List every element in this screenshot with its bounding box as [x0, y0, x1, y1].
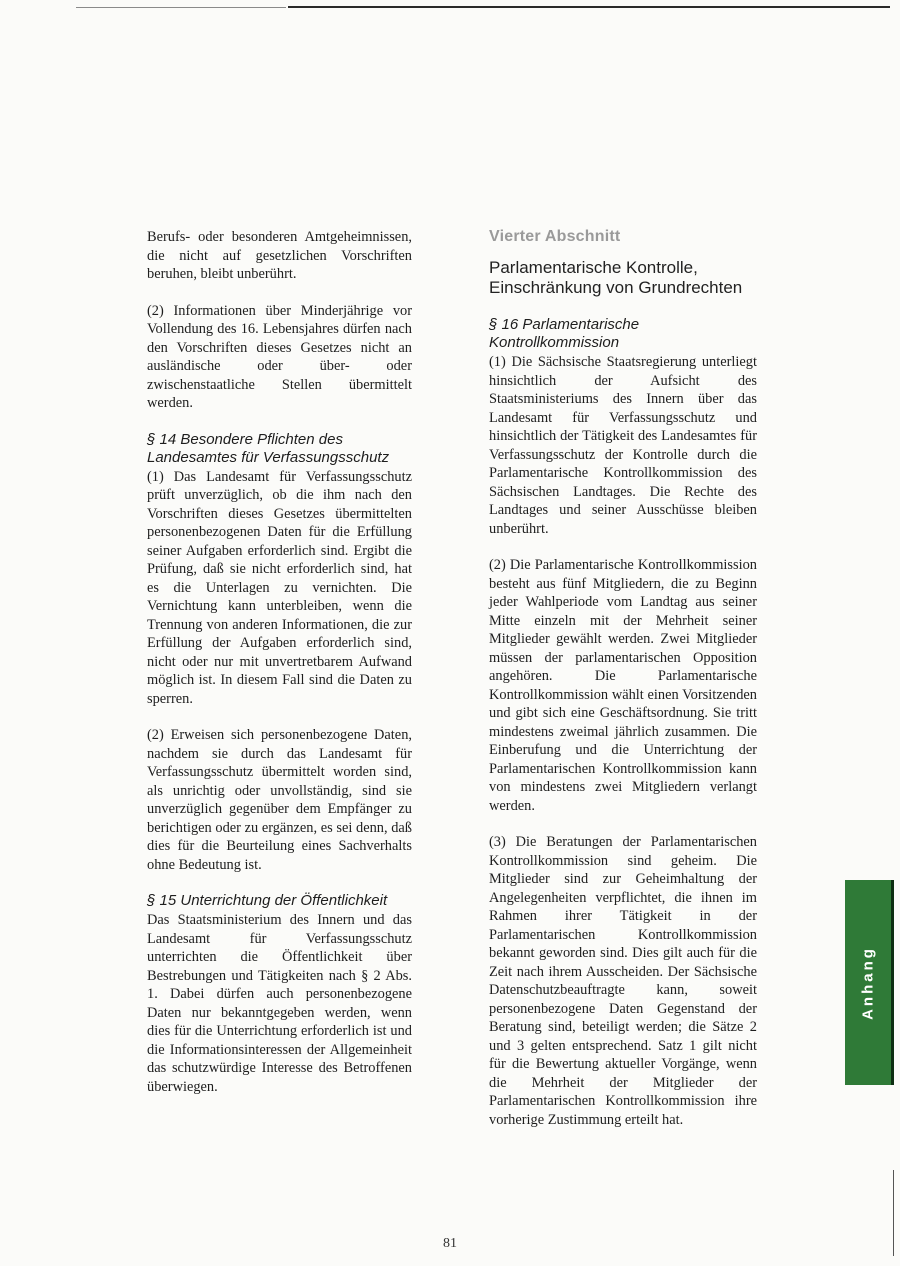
appendix-tab [845, 880, 894, 1085]
chapter-label: Vierter Abschnitt [489, 228, 621, 245]
paragraph: (2) Erweisen sich personenbezogene Daten, nachdem sie durch das Landesamt für Verfassungsschutz übermittelt worden sind, als unrichtig oder unvollständig, sind sie unverzüglich gegenüber dem Empfänger zu berichtigen oder zu ergänzen, es sei denn, daß dies für die Beurteilung eines Sachverhalts ohne Bedeutung ist. [147, 727, 412, 873]
section-heading-14: § 14 Besondere Pflichten des Landesamtes für Verfassungsschutz [147, 430, 390, 466]
right-column [489, 228, 757, 1147]
paragraph: (3) Die Beratungen der Parlamentarischen Kontrollkommission sind geheim. Die Mitglieder sind zur Geheimhaltung der Angelegenheiten verpflichtet, die ihnen im Rahmen ihrer Tätigkeit in der Parlamentarischen Kontrollkommission bekannt geworden sind. Dies gilt auch für die Zeit nach ihrem Ausscheiden. Der Sächsische Datenschutzbeauftragte kann, soweit personenbezogene Daten Gegenstand der Beratung sind, beteiligt werden; die Sätze 2 und 3 gelten entsprechend. Satz 1 gilt nicht für die Bewertung aktueller Vorgänge, wenn die Mehrheit der Mitglieder der Parlamentarischen Kontrollkommission ihre vorherige Zustimmung erteilt hat. [489, 834, 757, 1128]
paragraph: (2) Informationen über Minderjährige vor Vollendung des 16. Lebensjahres dürfen nach den Vorschriften dieses Gesetzes nicht an ausländische oder über- oder zwischenstaatliche Stellen übermittelt werden. [147, 302, 412, 411]
left-column [147, 228, 412, 1114]
appendix-tab-label: Anhang [859, 945, 877, 1020]
paragraph: (2) Die Parlamentarische Kontrollkommission besteht aus fünf Mitgliedern, die zu Beginn jeder Wahlperiode vom Landtag aus seiner Mitte einzeln mit der Mehrheit seiner Mitglieder gewählt werden. Zwei Mitglieder müssen der parlamentarischen Opposition angehören. Die Parlamentarische Kontrollkommission wählt einen Vorsitzenden und gibt sich eine Geschäftsordnung. Sie tritt mindestens zweimal jährlich zusammen. Die Einberufung und die Unterrichtung der Parlamentarischen Kontrollkommission kann von mindestens zwei Mitgliedern verlangt werden. [489, 557, 757, 814]
section-heading-15: § 15 Unterrichtung der Öffentlichkeit [147, 892, 388, 909]
paragraph: (1) Die Sächsische Staatsregierung unterliegt hinsichtlich der Aufsicht des Staatsministeriums des Innern über das Landesamt für Verfassungsschutz und hinsichtlich der Tätigkeit des Landesamtes für Verfassungsschutz der Kontrolle durch die Parlamentarische Kontrollkommission des Sächsischen Landtages. Die Rechte des Landtages und seiner Ausschüsse bleiben unberührt. [489, 354, 757, 537]
header-rule-right [288, 6, 890, 8]
chapter-title: Parlamentarische Kontrolle, Einschränkung von Grundrechten [489, 258, 743, 297]
section-heading-16: § 16 Parlamentarische Kontrollkommission [489, 316, 640, 351]
header-rule-left [76, 7, 286, 8]
paragraph: Das Staatsministerium des Innern und das Landesamt für Verfassungsschutz unterrichten die Öffentlichkeit über Bestrebungen und Tätigkeiten nach § 2 Abs. 1. Dabei dürfen auch personenbezogene Daten nur bekanntgegeben werden, wenn dies für die Unterrichtung erforderlich ist und die Informationsinteressen der Allgemeinheit das schutzwürdige Interesse des Betroffenen überwiegen. [147, 912, 412, 1095]
paragraph: (1) Das Landesamt für Verfassungsschutz prüft unverzüglich, ob die ihm nach den Vorschriften dieses Gesetzes übermittelten personenbezogenen Daten für die Erfüllung seiner Aufgaben erforderlich sind. Ergibt die Prüfung, daß sie nicht erforderlich sind, hat es die Unterlagen zu vernichten. Die Vernichtung kann unterbleiben, wenn die Trennung von anderen Informationen, die zur Erfüllung der Aufgaben erforderlich sind, nicht oder nur mit unvertretbarem Aufwand möglich ist. In diesem Fall sind die Daten zu sperren. [147, 468, 412, 707]
page-number: 81 [443, 1236, 457, 1251]
paragraph: Berufs- oder besonderen Amtgeheimnissen, die nicht auf gesetzlichen Vorschriften beruhen, bleibt unberührt. [147, 229, 412, 282]
